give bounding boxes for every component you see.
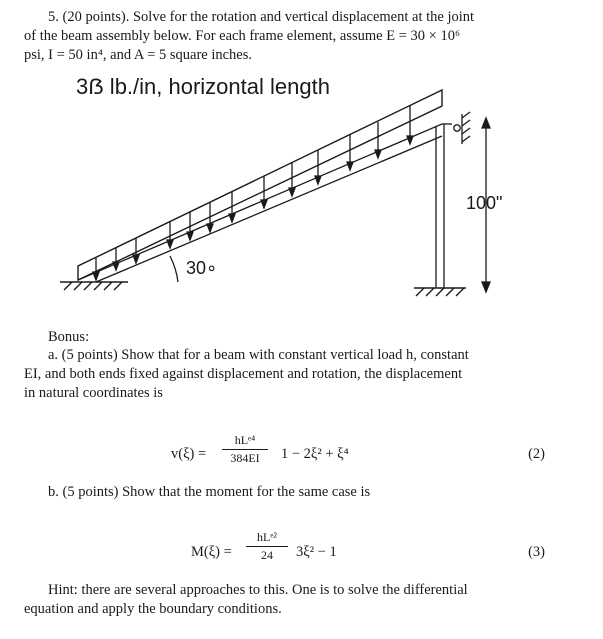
problem-statement [24,8,580,65]
equation-2-rhs: 1 − 2ξ² + ξ⁴ [281,446,349,462]
part-a-line-3: in natural coordinates is [24,385,163,401]
equation-3-tag: (3) [528,544,545,560]
equation-3-lhs: M(ξ) = [191,544,232,560]
problem-text-1: Solve for the rotation and vertical displacement at the joint [132,9,475,25]
bonus-title: Bonus: [48,329,90,345]
ground-right-hatch [416,288,464,296]
equation-3-denominator: 24 [261,548,273,562]
load-arrows [93,106,413,280]
equation-3-rhs: 3ξ² − 1 [296,544,337,560]
distributed-load-region [78,90,442,280]
inclined-beam-top [78,124,442,280]
part-a-line-1: a. (5 points) Show that for a beam with constant vertical load h, constant [48,347,469,363]
equation-3-fraction [246,530,288,563]
height-label: 100" [466,193,503,213]
joint-roller [454,125,460,131]
hint [24,581,580,619]
equation-2-fraction-bar [222,449,268,450]
height-arrow-top [482,118,490,128]
equation-2-fraction [222,433,268,466]
problem-number: 5. [48,9,59,25]
hint-line-2: equation and apply the boundary conditions. [24,601,282,617]
load-label: 3ẞ lb./in, horizontal length [76,74,330,99]
problem-points: (20 points). [62,9,130,25]
bonus-part-b: b. (5 points) Show that the moment for the same case is [48,484,371,500]
equation-2-tag: (2) [528,446,545,462]
angle-arc [170,256,178,282]
wall-right-hatch [462,112,470,142]
bonus-part-a [24,346,580,403]
problem-text-3: psi, I = 50 in⁴, and A = 5 square inches. [24,47,253,63]
beam-diagram [0,66,603,312]
hint-line-1: Hint: there are several approaches to this. One is to solve the differential [48,582,468,598]
equation-3-numerator: hLᵉ² [256,530,277,544]
angle-label: 30∘ [186,258,218,278]
part-a-line-2: EI, and both ends fixed against displacement and rotation, the displacement [24,366,463,382]
height-arrow-bottom [482,282,490,292]
equation-2-denominator: 384EI [230,451,260,465]
equation-3-fraction-bar [246,546,288,547]
problem-text-2: of the beam assembly below. For each frame element, assume E = 30 × 10⁶ [24,28,461,44]
inclined-beam-bottom [96,136,442,282]
ground-left-hatch [64,282,122,290]
equation-2-numerator: hLᵉ⁴ [234,433,256,447]
equation-2-lhs: v(ξ) = [171,446,207,462]
